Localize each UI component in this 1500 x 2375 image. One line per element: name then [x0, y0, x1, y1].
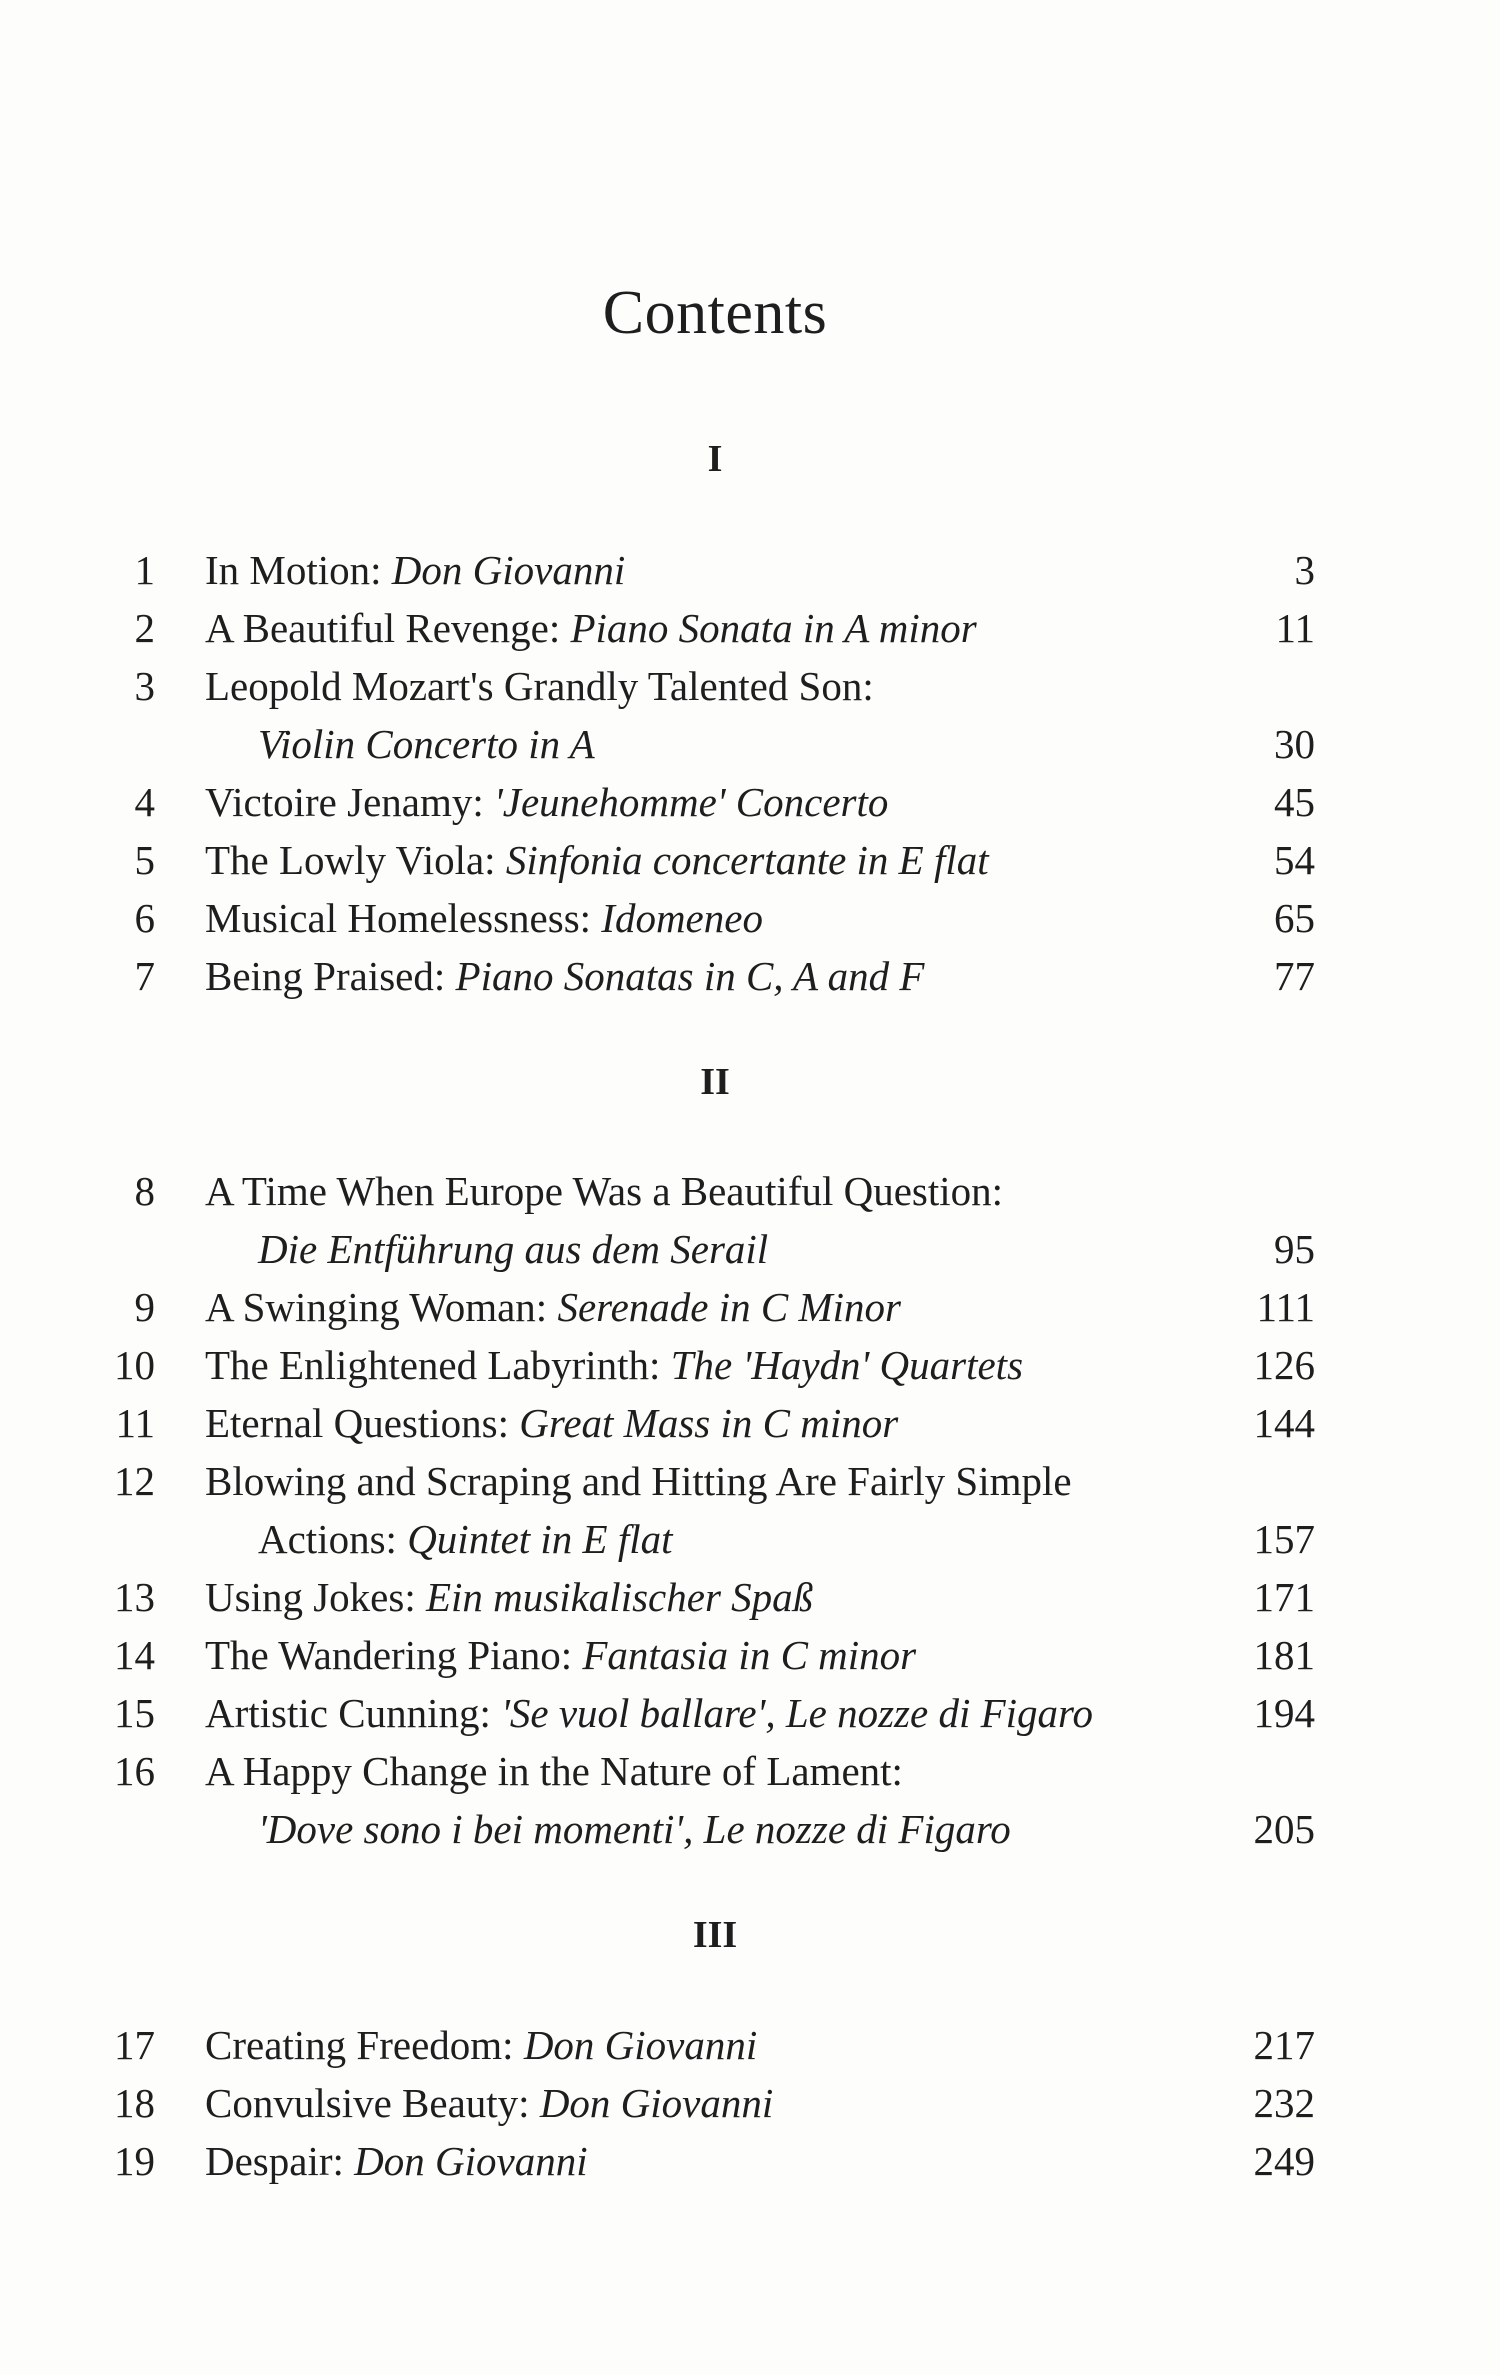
toc-entry[interactable]	[0, 892, 1500, 944]
toc-entry-continuation[interactable]	[0, 718, 1500, 770]
chapter-title: The Lowly Viola: Sinfonia concertante in E flat	[205, 837, 989, 883]
page-number: 144	[1253, 1400, 1315, 1446]
page-number: 77	[1274, 953, 1315, 999]
chapter-number: 8	[134, 1168, 155, 1214]
chapter-number: 4	[134, 779, 155, 825]
chapter-title: Creating Freedom: Don Giovanni	[205, 2022, 758, 2068]
toc-entry[interactable]	[0, 1455, 1500, 1507]
toc-entry[interactable]	[0, 1687, 1500, 1739]
part-heading-iii: III	[692, 1914, 738, 1956]
page-title: Contents	[602, 279, 828, 347]
chapter-title: A Happy Change in the Nature of Lament:	[205, 1748, 903, 1794]
chapter-number: 3	[134, 663, 155, 709]
page-number: 30	[1274, 721, 1315, 767]
page-number: 11	[1275, 605, 1315, 651]
chapter-title-continued: Actions: Quintet in E flat	[258, 1516, 673, 1562]
chapter-number: 10	[114, 1342, 155, 1388]
chapter-title: Blowing and Scraping and Hitting Are Fairly Simple	[205, 1458, 1072, 1504]
toc-entry-continuation[interactable]	[0, 1513, 1500, 1565]
page-number: 65	[1274, 895, 1315, 941]
chapter-title: Convulsive Beauty: Don Giovanni	[205, 2080, 774, 2126]
chapter-number: 13	[114, 1574, 155, 1620]
page-number: 171	[1253, 1574, 1315, 1620]
toc-entry[interactable]	[0, 602, 1500, 654]
chapter-title: In Motion: Don Giovanni	[205, 547, 626, 593]
page-number: 205	[1253, 1806, 1315, 1852]
part-heading-i: I	[707, 438, 723, 480]
chapter-number: 7	[134, 953, 155, 999]
chapter-title: A Beautiful Revenge: Piano Sonata in A minor	[205, 605, 977, 651]
chapter-title: The Enlightened Labyrinth: The 'Haydn' Quartets	[205, 1342, 1024, 1388]
toc-entry[interactable]	[0, 1281, 1500, 1333]
chapter-title: Musical Homelessness: Idomeneo	[205, 895, 763, 941]
chapter-title: Victoire Jenamy: 'Jeunehomme' Concerto	[205, 779, 889, 825]
chapter-number: 14	[114, 1632, 155, 1678]
chapter-number: 17	[114, 2022, 155, 2068]
page-number: 126	[1253, 1342, 1315, 1388]
chapter-number: 1	[134, 547, 155, 593]
page-number: 54	[1274, 837, 1315, 883]
toc-entry-continuation[interactable]	[0, 1223, 1500, 1275]
chapter-number: 15	[114, 1690, 155, 1736]
chapter-number: 19	[114, 2138, 155, 2184]
toc-entry[interactable]	[0, 544, 1500, 596]
chapter-title-continued: Die Entführung aus dem Serail	[258, 1226, 769, 1272]
toc-entry[interactable]	[0, 2135, 1500, 2187]
page-number: 194	[1253, 1690, 1315, 1736]
page-number: 232	[1253, 2080, 1315, 2126]
chapter-title: Despair: Don Giovanni	[205, 2138, 588, 2184]
page-number: 95	[1274, 1226, 1315, 1272]
toc-entry[interactable]	[0, 776, 1500, 828]
chapter-title: A Time When Europe Was a Beautiful Question:	[205, 1168, 1004, 1214]
toc-entry[interactable]	[0, 2019, 1500, 2071]
chapter-number: 11	[115, 1400, 155, 1446]
toc-entry-continuation[interactable]	[0, 1803, 1500, 1855]
chapter-number: 6	[134, 895, 155, 941]
chapter-number: 16	[114, 1748, 155, 1794]
page-number: 249	[1253, 2138, 1315, 2184]
chapter-title: Being Praised: Piano Sonatas in C, A and F	[205, 953, 925, 999]
toc-entry[interactable]	[0, 1745, 1500, 1797]
toc-entry[interactable]	[0, 1571, 1500, 1623]
chapter-title: A Swinging Woman: Serenade in C Minor	[205, 1284, 901, 1330]
chapter-title: Eternal Questions: Great Mass in C minor	[205, 1400, 899, 1446]
chapter-number: 5	[134, 837, 155, 883]
toc-entry[interactable]	[0, 950, 1500, 1002]
toc-entry[interactable]	[0, 660, 1500, 712]
chapter-number: 12	[114, 1458, 155, 1504]
page-number: 3	[1294, 547, 1315, 593]
page-number: 45	[1274, 779, 1315, 825]
chapter-title: Using Jokes: Ein musikalischer Spaß	[205, 1574, 814, 1620]
toc-entry[interactable]	[0, 2077, 1500, 2129]
chapter-number: 9	[134, 1284, 155, 1330]
toc-entry[interactable]	[0, 1397, 1500, 1449]
chapter-number: 2	[134, 605, 155, 651]
chapter-title-continued: Violin Concerto in A	[258, 721, 595, 767]
chapter-number: 18	[114, 2080, 155, 2126]
part-heading-ii: II	[700, 1061, 730, 1103]
chapter-title: The Wandering Piano: Fantasia in C minor	[205, 1632, 917, 1678]
page-number: 181	[1253, 1632, 1315, 1678]
page-number: 217	[1253, 2022, 1315, 2068]
toc-entry[interactable]	[0, 834, 1500, 886]
chapter-title: Artistic Cunning: 'Se vuol ballare', Le nozze di Figaro	[205, 1690, 1093, 1736]
toc-entry[interactable]	[0, 1629, 1500, 1681]
page-number: 111	[1256, 1284, 1315, 1330]
toc-entry[interactable]	[0, 1165, 1500, 1217]
chapter-title-continued: 'Dove sono i bei momenti', Le nozze di Figaro	[258, 1806, 1011, 1852]
page-number: 157	[1253, 1516, 1315, 1562]
toc-entry[interactable]	[0, 1339, 1500, 1391]
chapter-title: Leopold Mozart's Grandly Talented Son:	[205, 663, 874, 709]
